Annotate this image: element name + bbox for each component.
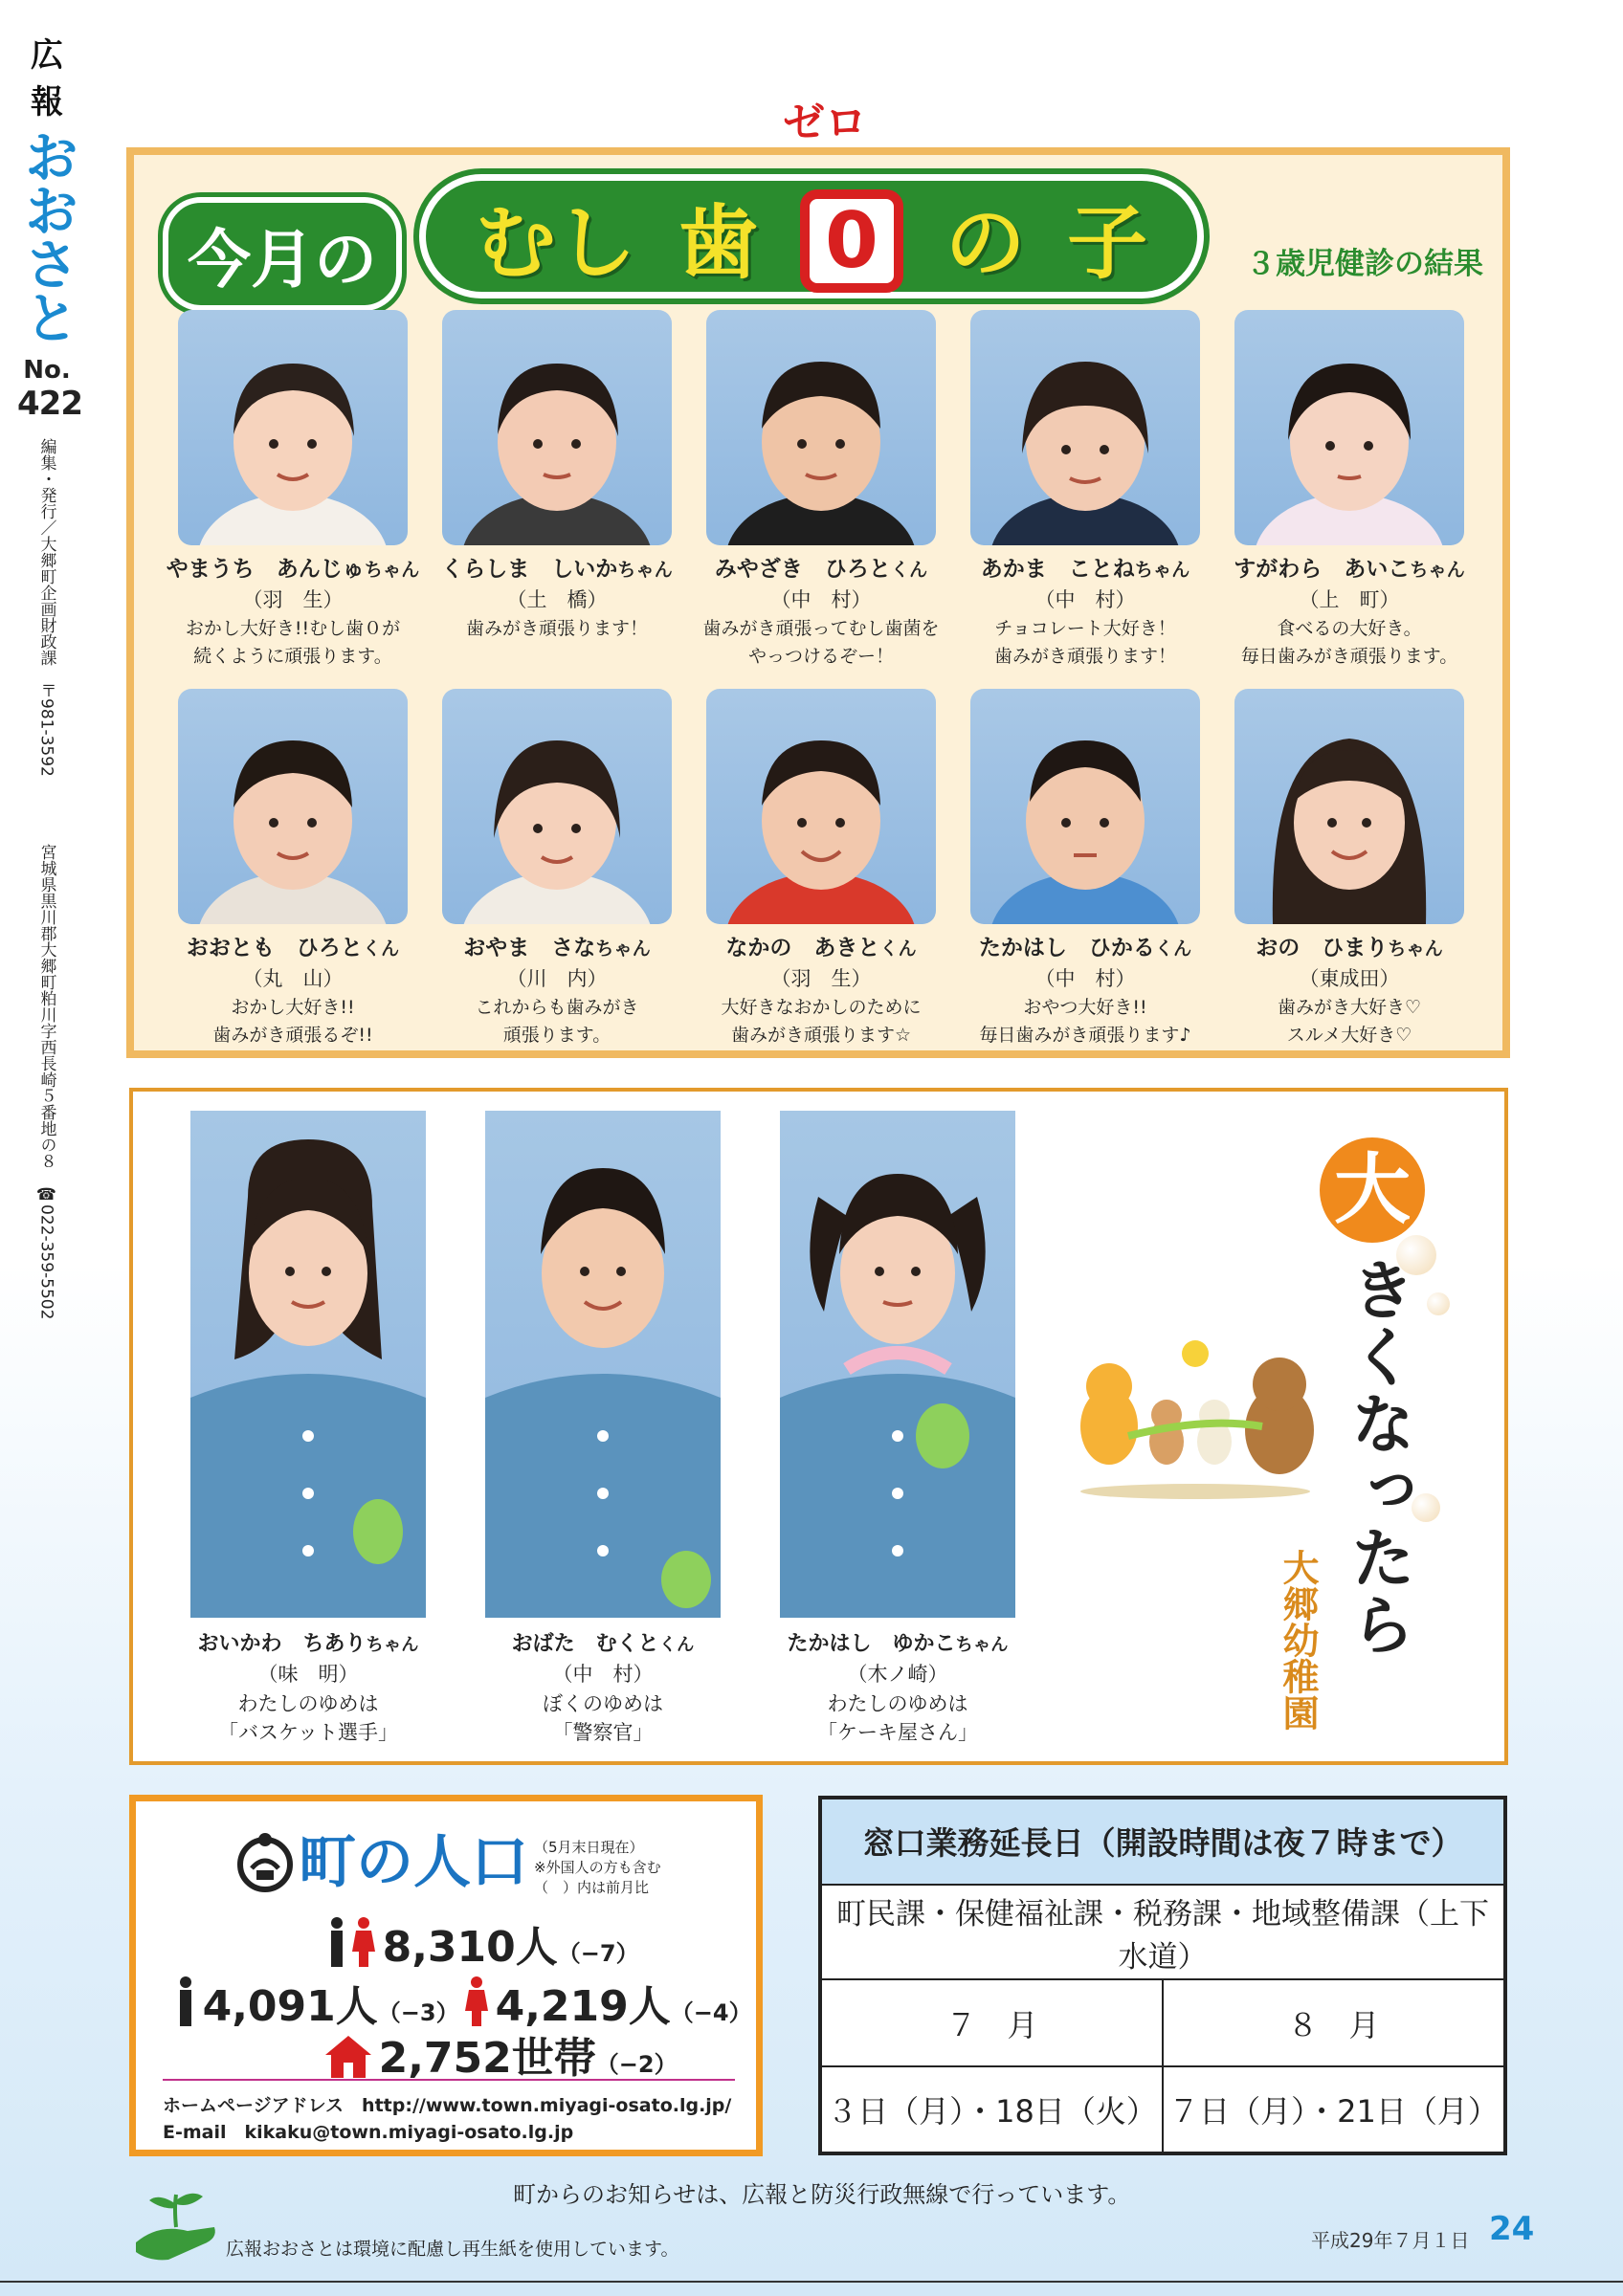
issue-label: No.	[23, 356, 71, 385]
header-kongetsu: 今月の	[163, 197, 402, 311]
panel-header	[163, 99, 1483, 308]
kid-name: すがわら あいこ	[1234, 557, 1411, 582]
kid-card	[1217, 310, 1481, 683]
page-number: 24	[1489, 2210, 1535, 2248]
departments: 町民課・保健福祉課・税務課・地域整備課（上下水道）	[820, 1885, 1505, 1979]
dai-circle	[1320, 1137, 1425, 1243]
kid-card	[1217, 689, 1481, 1062]
grad-suffix: ちゃん	[955, 1635, 1009, 1655]
kid-photo	[442, 310, 672, 545]
kid-message: 歯みがき頑張ってむし歯菌を やっつけるぞー！	[702, 618, 940, 667]
kids-grid	[161, 310, 1481, 1062]
kid-name: やまうち あんじゅ	[166, 557, 365, 582]
kid-area: （川 内）	[506, 967, 608, 990]
female-diff: （−4）	[670, 1999, 752, 2026]
kid-photo	[706, 689, 936, 924]
zero-digit: 0	[825, 196, 878, 285]
header-no: の	[945, 195, 1026, 290]
male-count: 4,091人	[202, 1982, 378, 2031]
kid-name: みやざき ひろと	[714, 557, 891, 582]
kid-area: （中 村）	[770, 588, 872, 611]
kindergarten-name: 大郷幼稚園	[1277, 1549, 1319, 1731]
grad-photo	[780, 1111, 1015, 1618]
total-diff: （−7）	[557, 1940, 639, 1967]
grad-suffix: ちゃん	[366, 1635, 419, 1655]
female-count: 4,219人	[495, 1982, 671, 2031]
households-count: 2,752世帯	[378, 2034, 596, 2083]
grad-name: おいかわ ちあり	[197, 1632, 367, 1656]
kindergarten-grid	[190, 1111, 1015, 1747]
kid-area: （羽 生）	[242, 588, 344, 611]
kid-area: （上 町）	[1299, 588, 1400, 611]
recycle-hand-leaf-icon	[130, 2189, 222, 2265]
population-note-diff: （ ）内は前月比	[534, 1879, 650, 1896]
masthead-title: おおさと	[14, 128, 79, 342]
grad-card	[780, 1111, 1015, 1747]
households-diff: （−2）	[595, 2051, 678, 2078]
homepage-address[interactable]: ホームページアドレス http://www.town.miyagi-osato.lg.jp/	[163, 2095, 732, 2116]
notice-text: 町からのお知らせは、広報と防災行政無線で行っています。	[513, 2181, 1131, 2208]
kid-name: くらしま しいか	[441, 557, 618, 582]
extended-hours-title: 窓口業務延長日（開設時間は夜７時まで）	[820, 1798, 1505, 1885]
section-title-vertical: きくなったら	[1340, 1256, 1415, 1658]
kid-name: あかま ことね	[980, 557, 1135, 582]
kid-card	[953, 310, 1217, 683]
kid-area: （中 村）	[1034, 967, 1136, 990]
kid-message: チョコレート大好き！ 歯みがき頑張ります！	[993, 618, 1176, 667]
when-i-grow-up-panel	[129, 1088, 1508, 1765]
grad-dream: わたしのゆめは 「ケーキ屋さん」	[817, 1692, 978, 1744]
house-icon	[323, 2034, 373, 2078]
kid-area: （中 村）	[1034, 588, 1136, 611]
kid-photo	[706, 310, 936, 545]
editor-info: 編集・発行／大郷町企画財政課 〒981-3592	[36, 438, 56, 777]
grad-area: （木ノ崎）	[847, 1663, 948, 1686]
grad-dream: わたしのゆめは 「バスケット選手」	[218, 1692, 398, 1744]
kid-suffix: くん	[879, 938, 917, 960]
kid-name: たかはし ひかる	[978, 936, 1155, 960]
header-mushi: むし	[475, 195, 636, 290]
kid-message: おやつ大好き!! 毎日歯みがき頑張ります♪	[979, 997, 1191, 1046]
month-july: ７ 月	[820, 1979, 1163, 2066]
days-july: ３日（月）・18日（火）	[820, 2066, 1163, 2153]
kid-message: おかし大好き!!むし歯０が 続くように頑張ります。	[185, 618, 401, 667]
dai-character: 大	[1334, 1145, 1411, 1234]
issue-number: 422	[17, 385, 82, 423]
grad-name: たかはし ゆかこ	[787, 1632, 956, 1656]
male-diff: （−3）	[377, 1999, 459, 2026]
total-count: 8,310人	[382, 1923, 558, 1972]
grad-name: おばた むくと	[511, 1632, 659, 1656]
issue-date: 平成29年７月１日	[1311, 2229, 1470, 2252]
zero-ruby: ゼロ	[783, 99, 867, 147]
header-ha: 歯	[678, 195, 759, 290]
kid-card	[689, 310, 953, 683]
kid-photo	[178, 689, 408, 924]
population-divider	[163, 2079, 735, 2081]
grad-card	[190, 1111, 426, 1747]
bottom-rule	[0, 2281, 1623, 2283]
header-ko: 子	[1067, 195, 1148, 290]
population-note-foreign: ※外国人の方も含む	[534, 1859, 661, 1876]
kid-area: （東成田）	[1299, 967, 1400, 990]
panel-subtitle: ３歳児健診の結果	[1246, 247, 1483, 281]
kid-suffix: ちゃん	[617, 559, 673, 581]
cavity-free-kids-panel	[126, 99, 1510, 1058]
kid-card	[161, 689, 425, 1062]
extended-hours-table	[818, 1796, 1507, 2155]
address-info: 宮城県黒川郡大郷町粕川字西長崎５番地の８ ☎022-359-5502	[36, 843, 56, 1320]
grad-card	[485, 1111, 721, 1747]
kid-area: （丸 山）	[242, 967, 344, 990]
kid-suffix: くん	[1154, 938, 1192, 960]
month-august: ８ 月	[1163, 1979, 1505, 2066]
grad-suffix: くん	[658, 1635, 695, 1655]
kid-message: これからも歯みがき 頑張ります。	[475, 997, 639, 1046]
population-title: 町の人口	[299, 1829, 528, 1896]
kid-suffix: ちゃん	[1410, 559, 1465, 581]
kid-photo	[1234, 310, 1464, 545]
contact-info	[163, 2092, 731, 2146]
kid-name: おやま さな	[463, 936, 596, 960]
masthead-spine	[14, 29, 82, 1320]
kid-suffix: くん	[890, 559, 928, 581]
email-address[interactable]: E-mail kikaku@town.miyagi-osato.lg.jp	[163, 2122, 574, 2143]
kid-suffix: ちゃん	[1388, 938, 1443, 960]
animals-illustration	[1061, 1331, 1329, 1503]
grad-photo	[485, 1111, 721, 1618]
kid-card	[425, 310, 689, 683]
male-icon	[174, 1976, 197, 2026]
kid-photo	[178, 310, 408, 545]
kid-suffix: ちゃん	[595, 938, 651, 960]
kid-card	[161, 310, 425, 683]
kid-photo	[1234, 689, 1464, 924]
kid-card	[689, 689, 953, 1062]
kid-message: 大好きなおかしのために 歯みがき頑張ります☆	[721, 997, 922, 1046]
kid-message: 歯みがき頑張ります！	[465, 618, 648, 639]
masthead-koho: 広報	[31, 36, 63, 121]
population-note-date: （5月末日現在）	[534, 1839, 644, 1856]
population-total	[323, 1912, 639, 1974]
kid-name: おおとも ひろと	[186, 936, 363, 960]
person-pair-icon	[323, 1917, 377, 1967]
kid-suffix: ちゃん	[364, 559, 420, 581]
days-august: ７日（月）・21日（月）	[1163, 2066, 1505, 2153]
kid-photo	[970, 689, 1200, 924]
population-notes	[534, 1838, 661, 1898]
kid-message: 食べるの大好き。 毎日歯みがき頑張ります。	[1240, 618, 1458, 667]
decor-bubble	[1427, 1292, 1450, 1315]
grad-area: （中 村）	[552, 1663, 654, 1686]
population-households	[323, 2023, 678, 2085]
kid-suffix: くん	[362, 938, 400, 960]
kid-card	[425, 689, 689, 1062]
kid-message: 歯みがき大好き♡ スルメ大好き♡	[1277, 997, 1422, 1046]
kid-name: なかの あきと	[725, 936, 880, 960]
kid-name: おの ひまり	[1256, 936, 1389, 960]
header-main-badge	[419, 174, 1204, 298]
kid-message: おかし大好き!! 歯みがき頑張るぞ!!	[212, 997, 373, 1046]
kid-photo	[970, 310, 1200, 545]
kid-area: （羽 生）	[770, 967, 872, 990]
zero-badge	[800, 180, 903, 293]
town-emblem-icon	[235, 1830, 295, 1893]
kid-area: （土 橋）	[506, 588, 608, 611]
kid-suffix: ちゃん	[1134, 559, 1190, 581]
kid-photo	[442, 689, 672, 924]
recycle-note: 広報おおさとは環境に配慮し再生紙を使用しています。	[226, 2239, 679, 2260]
grad-area: （味 明）	[257, 1663, 359, 1686]
population-title-row	[299, 1829, 661, 1898]
female-icon	[463, 1976, 490, 2026]
grad-dream: ぼくのゆめは 「警察官」	[543, 1692, 663, 1744]
kid-card	[953, 689, 1217, 1062]
grad-photo	[190, 1111, 426, 1618]
population-box	[129, 1795, 763, 2156]
